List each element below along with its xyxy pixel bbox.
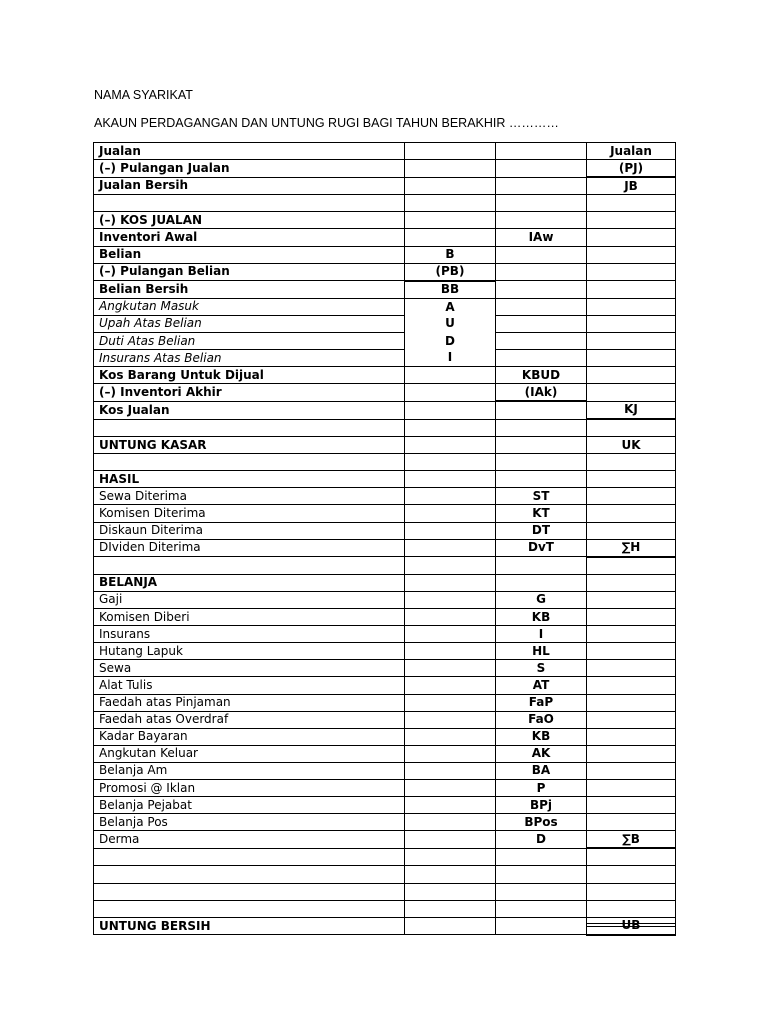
amount-col-3: [587, 609, 676, 626]
table-row: [94, 367, 676, 384]
row-label: (–) Inventori Akhir: [94, 384, 405, 402]
amount-col-2: ST: [496, 488, 587, 505]
amount-col-3: [587, 728, 676, 745]
table-row: [94, 677, 676, 694]
table-row: [94, 384, 676, 402]
amount-col-2: [496, 917, 587, 935]
amount-col-2: [496, 333, 587, 350]
row-label: DIviden Diterima: [94, 539, 405, 557]
amount-col-3: [587, 298, 676, 315]
table-row: [94, 831, 676, 849]
row-label: [94, 848, 405, 866]
table-row: [94, 298, 676, 315]
table-row: [94, 660, 676, 677]
amount-col-3: [587, 762, 676, 779]
amount-col-3: [587, 591, 676, 608]
row-label: Belanja Am: [94, 762, 405, 779]
table-row: [94, 229, 676, 246]
amount-col-1: [405, 522, 496, 539]
amount-col-1: [405, 831, 496, 849]
row-label: [94, 195, 405, 212]
amount-col-1: [405, 401, 496, 419]
amount-col-1: [405, 900, 496, 917]
amount-col-3: [587, 281, 676, 299]
amount-col-3: [587, 797, 676, 814]
row-label: Belanja Pejabat: [94, 797, 405, 814]
amount-col-2: [496, 246, 587, 263]
amount-col-1: U: [405, 315, 496, 332]
statement-title: AKAUN PERDAGANGAN DAN UNTUNG RUGI BAGI TAHUN BERAKHIR …………: [94, 116, 559, 130]
row-label: [94, 883, 405, 900]
amount-col-1: [405, 677, 496, 694]
amount-col-3: [587, 574, 676, 591]
row-label: BELANJA: [94, 574, 405, 591]
amount-col-2: IAw: [496, 229, 587, 246]
amount-col-1: [405, 505, 496, 522]
row-label: Promosi @ Iklan: [94, 779, 405, 796]
table-row: [94, 866, 676, 883]
amount-col-1: [405, 609, 496, 626]
amount-col-2: [496, 437, 587, 454]
amount-col-2: [496, 177, 587, 195]
table-row: [94, 848, 676, 866]
table-row: [94, 454, 676, 471]
amount-col-3: [587, 384, 676, 402]
table-row: [94, 350, 676, 367]
row-label: [94, 557, 405, 575]
table-row: [94, 212, 676, 229]
row-label: Inventori Awal: [94, 229, 405, 246]
amount-col-3: [587, 488, 676, 505]
amount-col-3: [587, 212, 676, 229]
amount-col-3: [587, 866, 676, 883]
amount-col-3: UB: [587, 917, 676, 935]
amount-col-3: (PJ): [587, 160, 676, 178]
amount-col-3: [587, 229, 676, 246]
amount-col-1: [405, 883, 496, 900]
amount-col-3: [587, 745, 676, 762]
row-label: [94, 900, 405, 917]
amount-col-1: [405, 848, 496, 866]
amount-col-2: S: [496, 660, 587, 677]
row-label: Duti Atas Belian: [94, 333, 405, 350]
amount-col-3: [587, 711, 676, 728]
amount-col-1: [405, 917, 496, 935]
ledger-body: [94, 143, 676, 935]
row-label: [94, 419, 405, 437]
amount-col-1: [405, 212, 496, 229]
amount-col-3: [587, 626, 676, 643]
amount-col-1: [405, 660, 496, 677]
amount-col-3: [587, 883, 676, 900]
amount-col-3: [587, 315, 676, 332]
row-label: Diskaun Diterima: [94, 522, 405, 539]
amount-col-1: [405, 454, 496, 471]
amount-col-3: [587, 900, 676, 917]
amount-col-2: FaP: [496, 694, 587, 711]
table-row: [94, 814, 676, 831]
amount-col-3: [587, 522, 676, 539]
table-row: [94, 626, 676, 643]
amount-col-3: [587, 454, 676, 471]
row-label: (–) KOS JUALAN: [94, 212, 405, 229]
amount-col-3: [587, 419, 676, 437]
row-label: Hutang Lapuk: [94, 643, 405, 660]
amount-col-3: Jualan: [587, 143, 676, 160]
amount-col-1: [405, 471, 496, 488]
amount-col-1: [405, 143, 496, 160]
amount-col-2: KB: [496, 609, 587, 626]
amount-col-2: BPos: [496, 814, 587, 831]
row-label: Kos Barang Untuk Dijual: [94, 367, 405, 384]
table-row: [94, 900, 676, 917]
amount-col-3: ∑H: [587, 539, 676, 557]
amount-col-1: A: [405, 298, 496, 315]
amount-col-1: [405, 626, 496, 643]
amount-col-2: [496, 848, 587, 866]
amount-col-2: D: [496, 831, 587, 849]
table-row: [94, 281, 676, 299]
amount-col-2: [496, 401, 587, 419]
row-label: UNTUNG KASAR: [94, 437, 405, 454]
amount-col-2: [496, 900, 587, 917]
company-name: NAMA SYARIKAT: [94, 88, 193, 102]
amount-col-3: [587, 814, 676, 831]
row-label: [94, 866, 405, 883]
amount-col-3: [587, 333, 676, 350]
amount-col-2: [496, 883, 587, 900]
amount-col-1: [405, 384, 496, 402]
amount-col-2: G: [496, 591, 587, 608]
table-row: [94, 246, 676, 263]
row-label: Belian Bersih: [94, 281, 405, 299]
table-row: [94, 263, 676, 281]
amount-col-1: [405, 711, 496, 728]
amount-col-2: [496, 557, 587, 575]
amount-col-1: [405, 694, 496, 711]
amount-col-1: [405, 539, 496, 557]
table-row: [94, 333, 676, 350]
table-row: [94, 694, 676, 711]
amount-col-1: [405, 866, 496, 883]
amount-col-1: (PB): [405, 263, 496, 281]
table-row: [94, 539, 676, 557]
row-label: Angkutan Keluar: [94, 745, 405, 762]
amount-col-2: (IAk): [496, 384, 587, 402]
ledger-table: [93, 142, 676, 936]
amount-col-2: [496, 160, 587, 178]
amount-col-2: [496, 298, 587, 315]
amount-col-3: JB: [587, 177, 676, 195]
amount-col-1: [405, 728, 496, 745]
row-label: Angkutan Masuk: [94, 298, 405, 315]
amount-col-3: [587, 660, 676, 677]
amount-col-2: FaO: [496, 711, 587, 728]
amount-col-2: [496, 866, 587, 883]
row-label: Alat Tulis: [94, 677, 405, 694]
table-row: [94, 643, 676, 660]
row-label: Derma: [94, 831, 405, 849]
row-label: Jualan Bersih: [94, 177, 405, 195]
row-label: Belian: [94, 246, 405, 263]
amount-col-1: [405, 229, 496, 246]
row-label: UNTUNG BERSIH: [94, 917, 405, 935]
amount-col-3: [587, 848, 676, 866]
amount-col-1: BB: [405, 281, 496, 299]
amount-col-2: [496, 574, 587, 591]
amount-col-2: [496, 419, 587, 437]
amount-col-2: [496, 350, 587, 367]
row-label: Sewa: [94, 660, 405, 677]
row-label: Faedah atas Pinjaman: [94, 694, 405, 711]
row-label: Jualan: [94, 143, 405, 160]
amount-col-3: [587, 367, 676, 384]
amount-col-1: [405, 557, 496, 575]
table-row: [94, 471, 676, 488]
amount-col-1: [405, 643, 496, 660]
amount-col-3: [587, 350, 676, 367]
row-label: HASIL: [94, 471, 405, 488]
amount-col-2: [496, 212, 587, 229]
amount-col-1: [405, 488, 496, 505]
table-row: [94, 745, 676, 762]
table-row: [94, 488, 676, 505]
table-row: [94, 883, 676, 900]
row-label: Belanja Pos: [94, 814, 405, 831]
table-row: [94, 728, 676, 745]
row-label: Gaji: [94, 591, 405, 608]
amount-col-1: [405, 437, 496, 454]
amount-col-1: [405, 779, 496, 796]
row-label: Komisen Diterima: [94, 505, 405, 522]
table-row: [94, 195, 676, 212]
row-label: Insurans: [94, 626, 405, 643]
amount-col-2: [496, 195, 587, 212]
amount-col-3: [587, 505, 676, 522]
table-row: [94, 797, 676, 814]
amount-col-3: [587, 694, 676, 711]
table-row: [94, 160, 676, 178]
amount-col-1: [405, 177, 496, 195]
amount-col-2: [496, 454, 587, 471]
amount-col-2: I: [496, 626, 587, 643]
amount-col-2: AK: [496, 745, 587, 762]
amount-col-2: KBUD: [496, 367, 587, 384]
amount-col-3: [587, 557, 676, 575]
amount-col-2: HL: [496, 643, 587, 660]
amount-col-1: [405, 591, 496, 608]
table-row: [94, 591, 676, 608]
amount-col-1: [405, 745, 496, 762]
amount-col-2: [496, 315, 587, 332]
amount-col-3: [587, 263, 676, 281]
amount-col-2: [496, 263, 587, 281]
amount-col-1: I: [405, 350, 496, 367]
amount-col-3: [587, 471, 676, 488]
amount-col-3: [587, 643, 676, 660]
amount-col-1: D: [405, 333, 496, 350]
double-underline: [586, 923, 675, 927]
amount-col-2: KB: [496, 728, 587, 745]
row-label: Kadar Bayaran: [94, 728, 405, 745]
amount-col-2: BA: [496, 762, 587, 779]
table-row: [94, 522, 676, 539]
table-row: [94, 401, 676, 419]
amount-col-3: UK: [587, 437, 676, 454]
amount-col-2: DT: [496, 522, 587, 539]
amount-col-2: KT: [496, 505, 587, 522]
amount-col-2: AT: [496, 677, 587, 694]
table-row: [94, 762, 676, 779]
row-label: Insurans Atas Belian: [94, 350, 405, 367]
row-label: Faedah atas Overdraf: [94, 711, 405, 728]
row-label: Kos Jualan: [94, 401, 405, 419]
amount-col-2: [496, 143, 587, 160]
amount-col-1: [405, 762, 496, 779]
table-row: [94, 557, 676, 575]
table-row: [94, 419, 676, 437]
amount-col-3: [587, 195, 676, 212]
amount-col-2: [496, 281, 587, 299]
row-label: Upah Atas Belian: [94, 315, 405, 332]
table-row: [94, 505, 676, 522]
table-row: [94, 779, 676, 796]
amount-col-1: [405, 160, 496, 178]
table-row: [94, 437, 676, 454]
amount-col-3: [587, 779, 676, 796]
amount-col-3: ∑B: [587, 831, 676, 849]
amount-col-3: [587, 246, 676, 263]
row-label: Komisen Diberi: [94, 609, 405, 626]
table-row: [94, 711, 676, 728]
table-row: [94, 315, 676, 332]
amount-col-2: [496, 471, 587, 488]
amount-col-3: [587, 677, 676, 694]
amount-col-1: [405, 195, 496, 212]
amount-col-2: P: [496, 779, 587, 796]
table-row: [94, 143, 676, 160]
table-row: [94, 177, 676, 195]
amount-col-1: [405, 574, 496, 591]
table-row: [94, 574, 676, 591]
row-label: [94, 454, 405, 471]
row-label: (–) Pulangan Jualan: [94, 160, 405, 178]
amount-col-1: [405, 367, 496, 384]
row-label: Sewa Diterima: [94, 488, 405, 505]
amount-col-2: BPj: [496, 797, 587, 814]
table-row: [94, 609, 676, 626]
row-label: (–) Pulangan Belian: [94, 263, 405, 281]
amount-col-3: KJ: [587, 401, 676, 419]
amount-col-1: [405, 797, 496, 814]
amount-col-1: B: [405, 246, 496, 263]
amount-col-1: [405, 814, 496, 831]
amount-col-1: [405, 419, 496, 437]
amount-col-2: DvT: [496, 539, 587, 557]
